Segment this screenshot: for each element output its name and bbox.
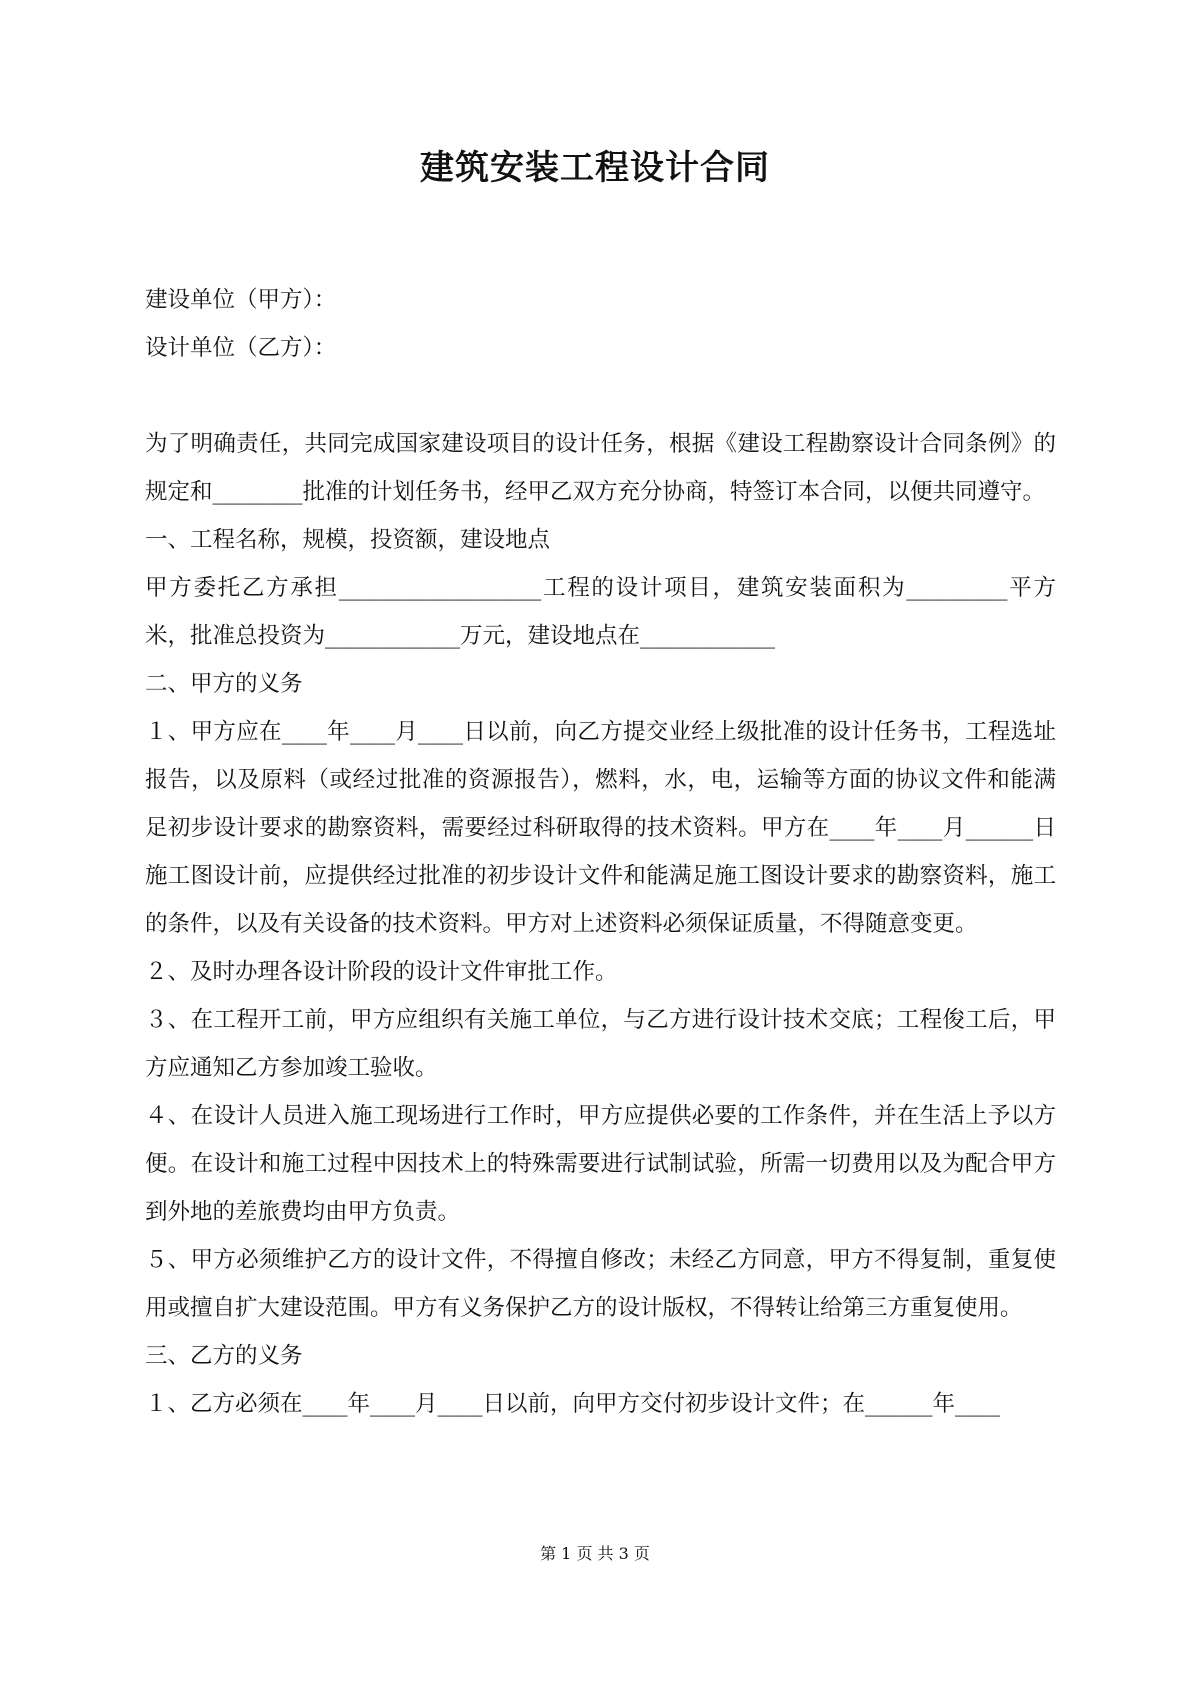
party-b-line: 设计单位（乙方）：	[145, 335, 337, 361]
project-info-paragraph: 甲方委托乙方承担__________________工程的设计项目，建筑安装面积为_________平方米，批准总投资为____________万元，建设地点在____________	[145, 575, 1056, 649]
party-a-line: 建设单位（甲方）：	[145, 287, 337, 313]
document-title: 建筑安装工程设计合同	[420, 148, 770, 188]
page-number-footer: 第 1 页 共 3 页	[540, 1544, 650, 1563]
party-a-duty-2: ２、及时办理各设计阶段的设计文件审批工作。	[145, 959, 618, 985]
party-b-duty-1: １、乙方必须在____年____月____日以前，向甲方交付初步设计文件；在______年____	[145, 1391, 1001, 1417]
blank-line	[145, 372, 1056, 420]
party-a-duty-5: ５、甲方必须维护乙方的设计文件，不得擅自修改；未经乙方同意，甲方不得复制，重复使用或擅自扩大建设范围。甲方有义务保护乙方的设计版权，不得转让给第三方重复使用。	[145, 1247, 1056, 1321]
section-heading-3: 三、乙方的义务	[145, 1343, 303, 1369]
document-body	[145, 276, 1056, 1428]
intro-paragraph: 为了明确责任，共同完成国家建设项目的设计任务，根据《建设工程勘察设计合同条例》的规定和________批准的计划任务书，经甲乙双方充分协商，特签订本合同，以便共同遵守。	[145, 431, 1056, 505]
party-a-duty-3: ３、在工程开工前，甲方应组织有关施工单位，与乙方进行设计技术交底；工程俊工后，甲方应通知乙方参加竣工验收。	[145, 1007, 1056, 1081]
party-a-duty-4: ４、在设计人员进入施工现场进行工作时，甲方应提供必要的工作条件，并在生活上予以方便。在设计和施工过程中因技术上的特殊需要进行试制试验，所需一切费用以及为配合甲方到外地的差旅费均由甲方负责。	[145, 1103, 1056, 1225]
section-heading-2: 二、甲方的义务	[145, 671, 303, 697]
section-heading-1: 一、工程名称，规模，投资额，建设地点	[145, 527, 551, 553]
party-a-duty-1: １、甲方应在____年____月____日以前，向乙方提交业经上级批准的设计任务书，工程选址报告，以及原料（或经过批准的资源报告），燃料，水，电，运输等方面的协议文件和能满足初步设计要求的勘察资料，需要经过科研取得的技术资料。甲方在____年____月______日施工图设计前，应提供经过批准的初步设计文件和能满足施工图设计要求的勘察资料，施工的条件，以及有关设备的技术资料。甲方对上述资料必须保证质量，不得随意变更。	[145, 719, 1056, 937]
